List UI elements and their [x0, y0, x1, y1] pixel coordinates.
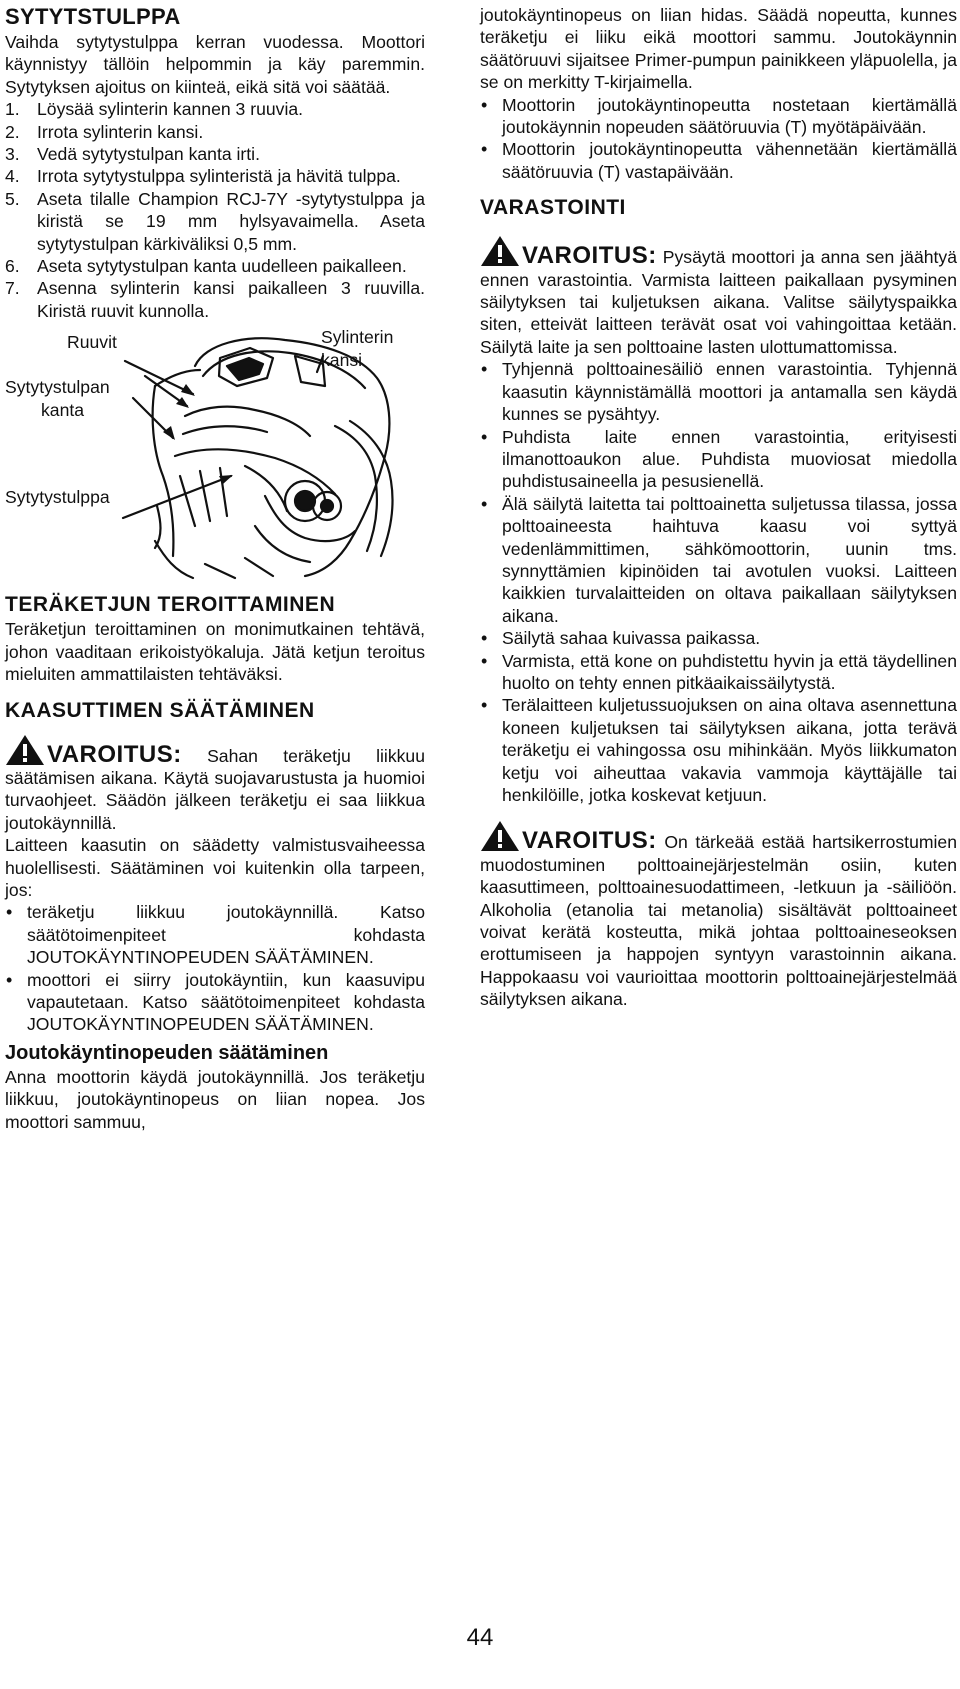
- storage-heading: VARASTOINTI: [480, 196, 626, 220]
- storage-warning: [480, 235, 957, 358]
- idle-speed-text: Anna moottorin käydä joutokäynnillä. Jos teräketju liikkuu, joutokäyntinopeus on liian nopea. Jos moottori sammuu,: [5, 1066, 425, 1132]
- fuel-warning: [480, 820, 957, 1010]
- warning-title: VAROITUS:: [47, 740, 182, 768]
- list-item: • Älä säilytä laitetta tai polttoainetta suljetussa tilassa, jossa polttoaineesta haihtuva kaasu voi syttyä vedenlämmittimen, sähkömoottorin, uunin tms. synnyttämien kipinöiden tai avotulen vuoksi. Laitteen kaikkien turvalaitteiden on oltava paikallaan säilytyksen aikana.: [480, 493, 957, 627]
- warning-title: VAROITUS:: [522, 827, 657, 855]
- label-plug-boot-line1: Sytytystulpan: [5, 377, 110, 398]
- list-item: • Tyhjennä polttoainesäiliö ennen varastointia. Tyhjennä kaasutin käynnistämällä moottori ja antamalla sen käydä kunnes se pysähtyy.: [480, 358, 957, 425]
- list-item: • Varmista, että kone on puhdistettu hyvin ja että täydellinen huolto on tehty ennen pitkäaikaissäilytystä.: [480, 650, 957, 695]
- label-screws: Ruuvit: [67, 332, 117, 353]
- idle-speed-heading: Joutokäyntinopeuden säätäminen: [5, 1041, 329, 1064]
- step-7: 7. Asenna sylinterin kansi paikalleen 3 ruuvilla. Kiristä ruuvit kunnolla.: [5, 278, 425, 321]
- label-plug-boot-line2: kanta: [41, 400, 85, 421]
- step-1: 1. Löysää sylinterin kannen 3 ruuvia.: [5, 99, 304, 120]
- carburetor-heading: KAASUTTIMEN SÄÄTÄMINEN: [5, 698, 315, 722]
- step-3: 3. Vedä sytytystulpan kanta irti.: [5, 144, 260, 165]
- label-spark-plug: Sytytystulppa: [5, 487, 110, 508]
- warning-text: Pysäytä moottori ja anna sen jäähtyä ennen varastointia. Varmista laitteen paikallaan pysyminen säilytyksen tai kuljetuksen aikana. Valitse säilytyspaikka siten, etteivät laitteen terävät osat voi vahingoittaa ketään. Säilytä laite ja sen polttoaine lasten ulottumattomissa.: [480, 247, 958, 357]
- list-item: • Terälaitteen kuljetussuojuksen on aina oltava asennettuna koneen kuljetuksen tai säilytyksen aikana, jotta terävä teräketju ei vahingossa osu mihinkään. Myös liikkumaton ketju voi aiheuttaa vakavia vammoja käyttäjälle tai henkilöille, jotka koskevat ketjuun.: [480, 694, 957, 806]
- label-cylinder-cover-line1: Sylinterin: [321, 327, 394, 348]
- warning-title: VAROITUS:: [522, 242, 657, 270]
- spark-plug-intro: Vaihda sytytystulppa kerran vuodessa. Moottori käynnistyy tällöin helpommin ja käy paremmin. Sytytyksen ajoitus on kiinteä, eikä sitä voi säätää.: [5, 32, 425, 97]
- idle-speed-continued: joutokäyntinopeus on liian hidas. Säädä nopeutta, kunnes teräketju ei liiku eikä moottori sammu. Joutokäynnin säätöruuvi sijaitsee Primer-pumpun painikkeen yläpuolella, ja se on merkitty T-kirjaimella.: [480, 5, 957, 93]
- idle-speed-bullets: [480, 94, 957, 184]
- carburetor-text: Laitteen kaasutin on säädetty valmistusvaiheessa huolellisesti. Säätäminen voi kuitenkin olla tarpeen, jos:: [5, 835, 425, 900]
- chain-sharpening-heading: TERÄKETJUN TEROITTAMINEN: [5, 593, 336, 617]
- warning-icon: [5, 734, 45, 766]
- spark-plug-steps: [5, 98, 425, 322]
- warning-icon: [480, 235, 520, 267]
- list-item: • teräketju liikkuu joutokäynnillä. Katso säätötoimenpiteet kohdasta JOUTOKÄYNTINOPEUDEN SÄÄTÄMINEN.: [5, 901, 425, 968]
- spark-plug-heading: SYTYTSTULPPA: [5, 4, 181, 29]
- list-item: • Moottorin joutokäyntinopeutta nostetaan kiertämällä joutokäynnin nopeuden säätöruuvia (T) myötäpäivään.: [480, 94, 957, 139]
- warning-icon: [480, 820, 520, 852]
- right-column: [480, 4, 957, 1011]
- list-item: • Moottorin joutokäyntinopeutta vähennetään kiertämällä säätöruuvia (T) vastapäivään.: [480, 138, 957, 183]
- list-item: • Puhdista laite ennen varastointia, erityisesti ilmanottoaukon alue. Puhdista muoviosat miedolla puhdistusaineella ja pesusienellä.: [480, 426, 957, 493]
- step-2: 2. Irrota sylinterin kansi.: [5, 121, 204, 142]
- spark-plug-figure: [5, 326, 425, 581]
- carburetor-warning: [5, 734, 425, 835]
- carburetor-bullets: [5, 901, 425, 1035]
- list-item: • moottori ei siirry joutokäyntiin, kun kaasuvipu vapautetaan. Katso säätötoimenpiteet kohdasta JOUTOKÄYNTINOPEUDEN SÄÄTÄMINEN.: [5, 969, 425, 1036]
- storage-bullets: [480, 358, 957, 806]
- step-5: 5. Aseta tilalle Champion RCJ-7Y -sytytystulppa ja kiristä se 19 mm hylsyavaimella. Aseta sytytystulpan kärkiväliksi 0,5 mm.: [5, 188, 425, 254]
- page-number: 44: [466, 1624, 494, 1651]
- chain-sharpening-text: Teräketjun teroittaminen on monimutkainen tehtävä, johon vaaditaan erikoistyökaluja. Jätä ketjun teroitus mieluiten ammattilaisten tehtäväksi.: [5, 619, 425, 685]
- left-column: [5, 4, 425, 1133]
- step-6: 6. Aseta sytytystulpan kanta uudelleen paikalleen.: [5, 256, 407, 277]
- step-4: 4. Irrota sytytystulppa sylinteristä ja hävitä tulppa.: [5, 166, 401, 187]
- warning-text: On tärkeää estää hartsikerrostumien muodostuminen polttoainejärjestelmän osiin, kuten kaasuttimeen, polttoainesuodattimeen, -letkuun ja -säiliöön. Alkoholia (etanolia tai metanolia) sisältävät polttoaineet voivat kerätä kosteutta, mikä johtaa polttoaineseoksen erottumiseen ja happojen syntyyn varastoinnin aikana. Happokaasu voi vaurioittaa moottorin polttoainejärjestelmää säilytyksen aikana.: [480, 832, 957, 1010]
- warning-text: Sahan teräketju liikkuu säätämisen aikana. Käytä suojavarustusta ja huomioi turvaohjeet. Säädön jälkeen teräketju ei saa liikkua joutokäynnillä.: [5, 745, 425, 833]
- list-item: • Säilytä sahaa kuivassa paikassa.: [480, 627, 957, 649]
- label-cylinder-cover-line2: kansi: [321, 350, 363, 371]
